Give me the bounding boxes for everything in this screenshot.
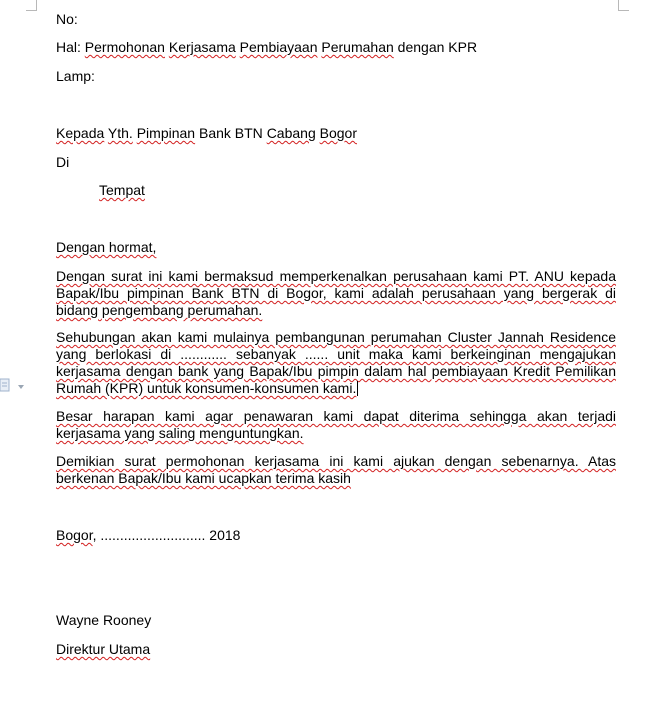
- recipient-word: Kepada: [56, 125, 105, 141]
- paragraph-line-text: bidang pengembang perumahan.: [56, 302, 263, 318]
- text-cursor: [357, 381, 358, 396]
- paragraph-line: kerjasama dengan bank yang Bapak/Ibu pimpin dalam hal pembiayaan Kredit Pemilikan: [56, 363, 616, 379]
- paste-options-icon[interactable]: [0, 376, 30, 396]
- recipient-word: Bogor: [319, 125, 357, 141]
- paragraph-line: Besar harapan kami agar penawaran kami dapat diterima sehingga akan terjadi: [56, 408, 616, 424]
- paragraph-line-text: Rumah (KPR) untuk konsumen-konsumen kami.: [56, 380, 357, 396]
- letter-subject: [56, 39, 477, 56]
- subject-word: Pembiayaan: [239, 39, 318, 55]
- page-corner-mark-right-h: [618, 10, 629, 11]
- salutation: Dengan hormat,: [56, 239, 157, 255]
- recipient-word: Pimpinan: [136, 125, 196, 141]
- page-corner-mark-left-h: [26, 10, 37, 11]
- subject-word: Permohonan: [84, 39, 165, 55]
- tempat-line: Tempat: [99, 182, 145, 198]
- signer-title: Direktur Utama: [56, 641, 151, 657]
- paragraph-line-text: kerjasama yang saling menguntungkan.: [56, 425, 304, 441]
- paragraph-line-text: berkenan Bapak/Ibu kami ucapkan terima kasih: [56, 470, 351, 486]
- paragraph-line: [56, 302, 616, 319]
- place-date-line: [56, 527, 240, 544]
- subject-word: Kerjasama: [168, 39, 236, 55]
- recipient-bank: Bank BTN: [195, 125, 267, 141]
- paragraph-line: [56, 425, 616, 442]
- di-line: Di: [56, 154, 70, 170]
- paragraph-line: yang berlokasi di ............ sebanyak ...... unit maka kami berkeinginan mengajukan: [56, 346, 616, 362]
- paragraph-closing: [56, 453, 616, 487]
- subject-word: Perumahan: [321, 39, 394, 55]
- recipient-word: Yth.: [107, 125, 133, 141]
- page-corner-mark-right: [618, 0, 619, 10]
- paragraph-line: [56, 380, 616, 397]
- recipient-line: [56, 125, 357, 142]
- date: , ........................... 2018: [92, 527, 241, 543]
- recipient-word: Cabang: [266, 125, 316, 141]
- paragraph-line: [56, 470, 616, 487]
- paragraph-introduction: [56, 268, 616, 319]
- place: Bogor: [56, 527, 93, 543]
- letter-number-label: No:: [56, 11, 78, 27]
- paragraph-hope: [56, 408, 616, 442]
- paragraph-project: [56, 329, 616, 397]
- attachment-label: Lamp:: [56, 68, 95, 84]
- paragraph-line: Bapak/Ibu pimpinan Bank BTN di Bogor, kami adalah perusahaan yang bergerak di: [56, 285, 616, 301]
- subject-tail: dengan KPR: [393, 39, 478, 55]
- paragraph-line: Dengan surat ini kami bermaksud memperkenalkan perusahaan kami PT. ANU kepada: [56, 268, 616, 284]
- paragraph-line: Sehubungan akan kami mulainya pembangunan perumahan Cluster Jannah Residence: [56, 329, 616, 345]
- signer-name: Wayne Rooney: [56, 612, 152, 628]
- paragraph-line: Demikian surat permohonan kerjasama ini kami ajukan dengan sebenarnya. Atas: [56, 453, 616, 469]
- subject-label: Hal:: [56, 39, 85, 55]
